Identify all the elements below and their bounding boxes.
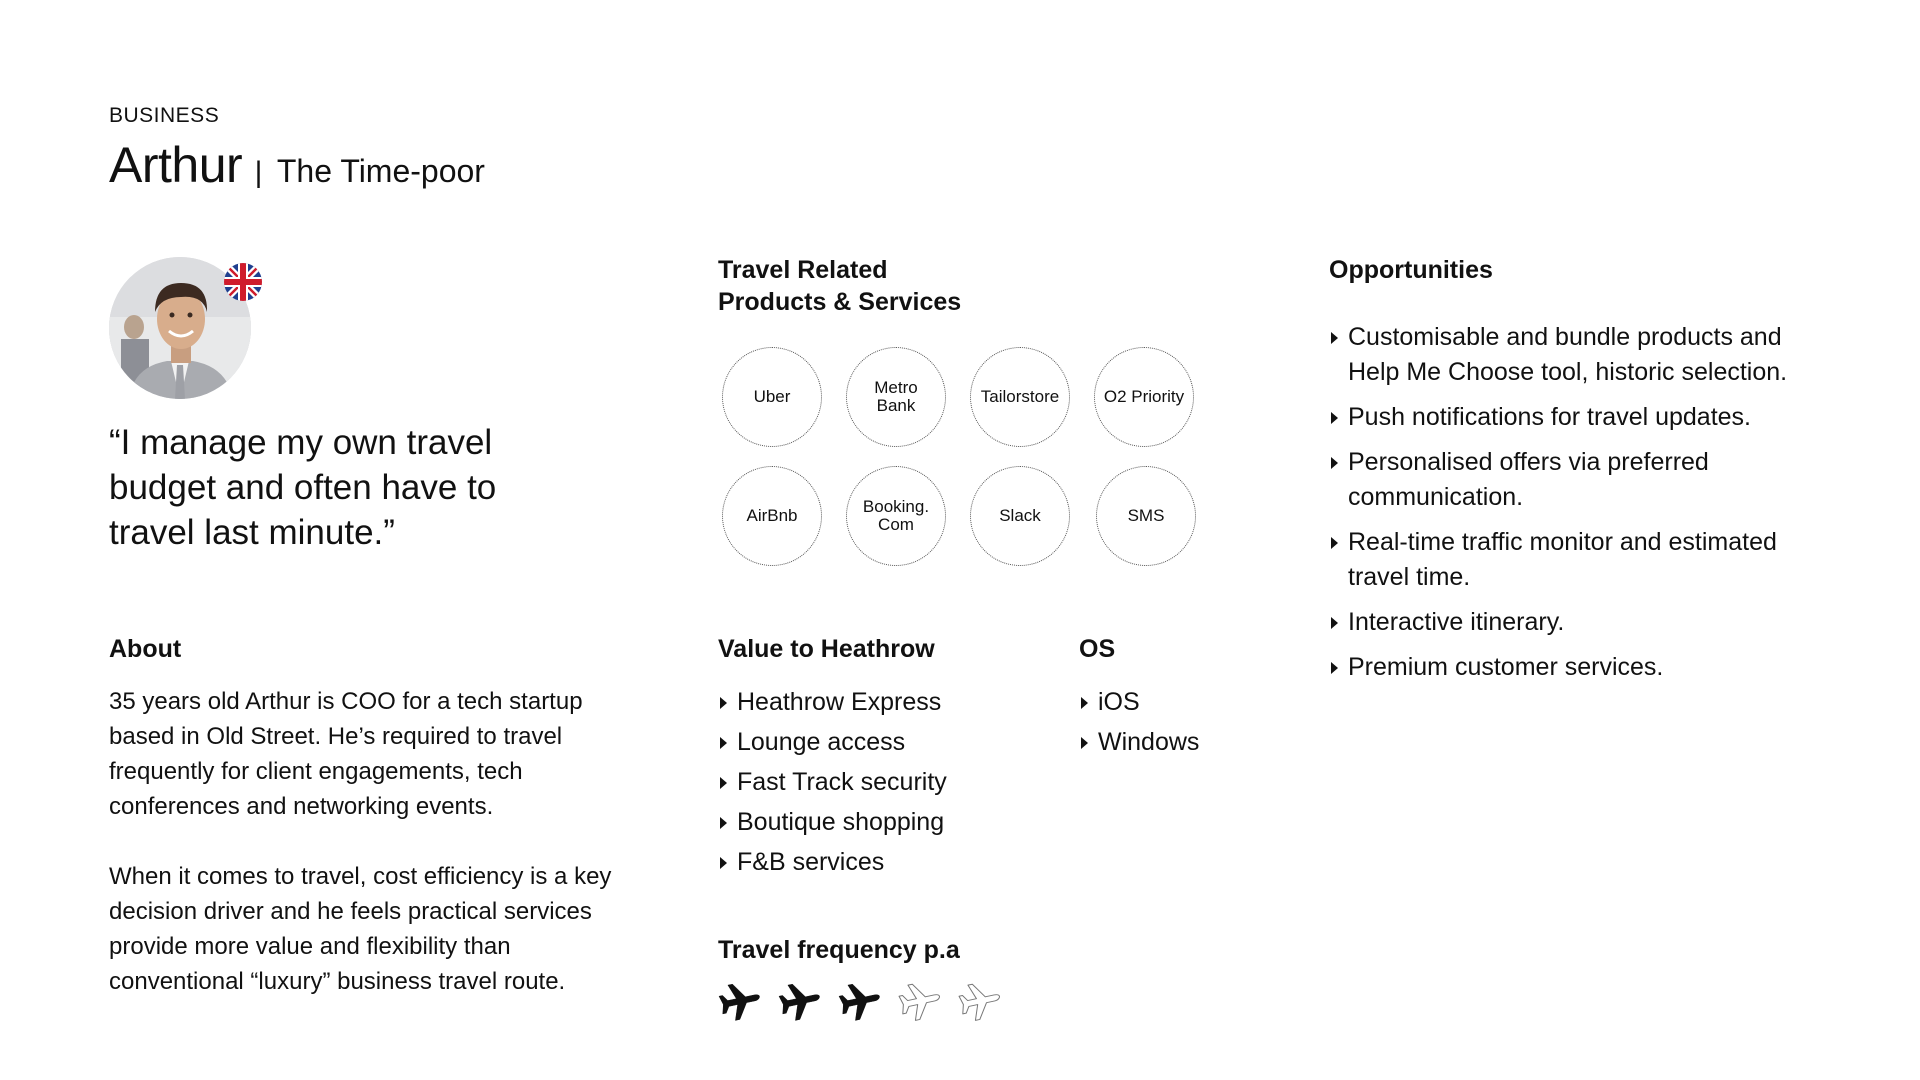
list-item bbox=[718, 682, 947, 722]
list-item bbox=[718, 762, 947, 802]
list-item-label: Personalised offers via preferred communication. bbox=[1348, 448, 1709, 511]
list-item-label: Heathrow Express bbox=[737, 688, 942, 716]
bullet-triangle-icon bbox=[1331, 537, 1338, 549]
opportunities-list bbox=[1329, 320, 1839, 695]
list-item-label: Boutique shopping bbox=[737, 808, 945, 836]
plane-filled-icon bbox=[778, 980, 822, 1024]
about-paragraph: When it comes to travel, cost efficiency is a key decision driver and he feels practical services provide more value and flexibility than conventional “luxury” business travel route. bbox=[109, 863, 612, 995]
bullet-triangle-icon bbox=[1081, 737, 1088, 749]
list-item bbox=[1079, 682, 1199, 722]
product-circle-tailorstore: Tailorstore bbox=[970, 347, 1070, 447]
product-circle-metro-bank: Metro Bank bbox=[846, 347, 946, 447]
bullet-triangle-icon bbox=[720, 777, 727, 789]
frequency-heading: Travel frequency p.a bbox=[718, 936, 960, 964]
product-circle-uber: Uber bbox=[722, 347, 822, 447]
list-item-label: Premium customer services. bbox=[1348, 653, 1664, 681]
bullet-triangle-icon bbox=[720, 737, 727, 749]
about-heading: About bbox=[109, 635, 182, 663]
list-item bbox=[1329, 445, 1839, 515]
bullet-triangle-icon bbox=[1081, 697, 1088, 709]
list-item bbox=[1329, 525, 1839, 595]
list-item-label: Windows bbox=[1098, 728, 1200, 756]
product-circle-airbnb: AirBnb bbox=[722, 466, 822, 566]
persona-category: BUSINESS bbox=[109, 104, 220, 127]
product-circle-slack: Slack bbox=[970, 466, 1070, 566]
value-list bbox=[718, 682, 947, 882]
list-item bbox=[1329, 400, 1839, 435]
list-item bbox=[1329, 650, 1839, 685]
plane-outline-icon bbox=[958, 980, 1002, 1024]
frequency-rating bbox=[718, 980, 1002, 1024]
list-item-label: Push notifications for travel updates. bbox=[1348, 403, 1752, 431]
bullet-triangle-icon bbox=[1331, 412, 1338, 424]
list-item-label: iOS bbox=[1098, 688, 1140, 716]
products-heading-line: Travel Related bbox=[718, 256, 888, 284]
products-heading bbox=[718, 254, 961, 318]
bullet-triangle-icon bbox=[1331, 457, 1338, 469]
plane-outline-icon bbox=[898, 980, 942, 1024]
uk-flag-icon bbox=[224, 263, 262, 301]
os-list bbox=[1079, 682, 1199, 762]
os-heading: OS bbox=[1079, 635, 1116, 663]
list-item bbox=[718, 802, 947, 842]
list-item-label: Customisable and bundle products and Help Me Choose tool, historic selection. bbox=[1348, 323, 1788, 386]
bullet-triangle-icon bbox=[1331, 332, 1338, 344]
list-item-label: Lounge access bbox=[737, 728, 906, 756]
list-item bbox=[1329, 605, 1839, 640]
bullet-triangle-icon bbox=[720, 697, 727, 709]
products-heading-line: Products & Services bbox=[718, 288, 962, 316]
about-text bbox=[109, 684, 639, 999]
opportunities-heading: Opportunities bbox=[1329, 256, 1493, 284]
list-item bbox=[718, 722, 947, 762]
persona-name: Arthur bbox=[109, 137, 243, 193]
product-circle-sms: SMS bbox=[1096, 466, 1196, 566]
about-paragraph: 35 years old Arthur is COO for a tech startup based in Old Street. He’s required to travel frequently for client engagements, tech conferences and networking events. bbox=[109, 688, 583, 820]
list-item bbox=[1329, 320, 1839, 390]
list-item bbox=[718, 842, 947, 882]
list-item-label: F&B services bbox=[737, 848, 885, 876]
plane-filled-icon bbox=[718, 980, 762, 1024]
list-item-label: Interactive itinerary. bbox=[1348, 608, 1565, 636]
bullet-triangle-icon bbox=[720, 857, 727, 869]
list-item-label: Fast Track security bbox=[737, 768, 947, 796]
persona-quote: “I manage my own travel budget and often have to travel last minute.” bbox=[109, 423, 497, 552]
list-item-label: Real-time traffic monitor and estimated travel time. bbox=[1348, 528, 1777, 591]
value-heading: Value to Heathrow bbox=[718, 635, 935, 663]
persona-title bbox=[109, 136, 485, 194]
persona-tag: The Time-poor bbox=[276, 153, 485, 189]
plane-filled-icon bbox=[838, 980, 882, 1024]
product-circle-o2-priority: O2 Priority bbox=[1094, 347, 1194, 447]
bullet-triangle-icon bbox=[1331, 662, 1338, 674]
list-item bbox=[1079, 722, 1199, 762]
product-circle-booking-com: Booking. Com bbox=[846, 466, 946, 566]
bullet-triangle-icon bbox=[1331, 617, 1338, 629]
bullet-triangle-icon bbox=[720, 817, 727, 829]
title-separator: | bbox=[254, 156, 263, 189]
